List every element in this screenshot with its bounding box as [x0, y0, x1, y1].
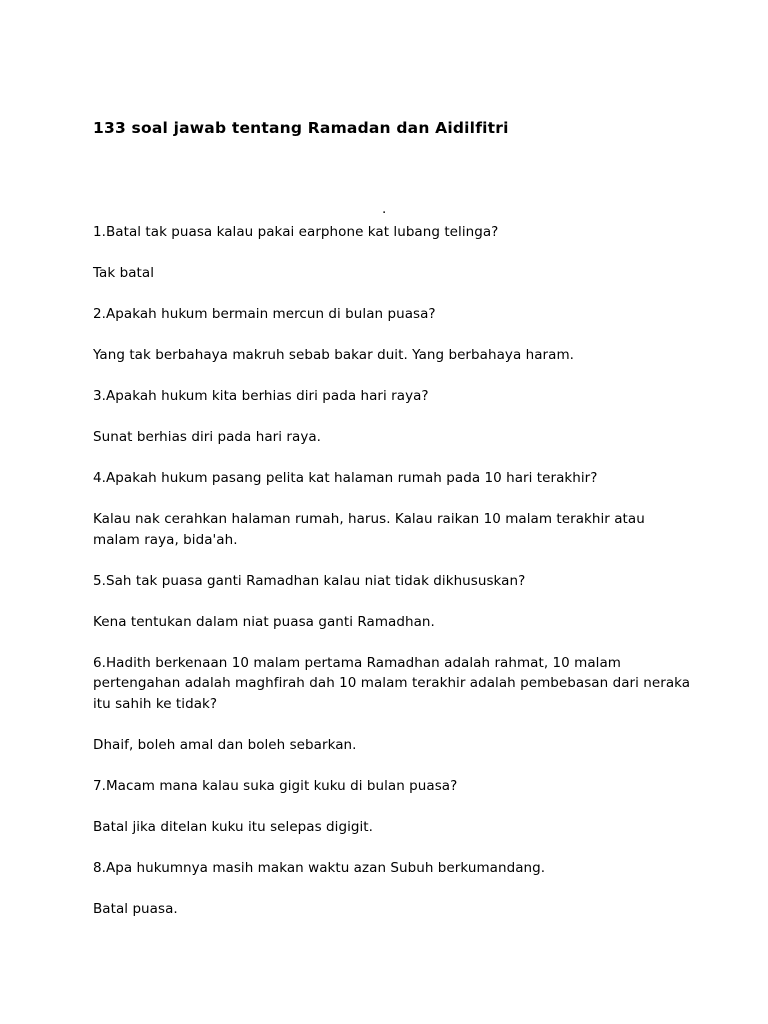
qa-item-3	[93, 386, 693, 448]
question-text: 8.Apa hukumnya masih makan waktu azan Subuh berkumandang.	[93, 859, 546, 876]
answer-text: Tak batal	[93, 265, 155, 281]
document-title: 133 soal jawab tentang Ramadan dan Aidilfitri	[93, 119, 509, 137]
answer-text: Kena tentukan dalam niat puasa ganti Ramadhan.	[93, 613, 435, 630]
separator-dot: .	[382, 201, 387, 217]
question-text: 7.Macam mana kalau suka gigit kuku di bulan puasa?	[93, 777, 458, 794]
qa-item-8	[93, 858, 693, 920]
qa-item-1	[93, 222, 693, 284]
question-text: 6.Hadith berkenaan 10 malam pertama Ramadhan adalah rahmat, 10 malam pertengahan adalah maghfirah dah 10 malam terakhir adalah pembebasan dari neraka itu sahih ke tidak?	[93, 654, 691, 712]
qa-item-4	[93, 468, 693, 550]
qa-item-2	[93, 304, 693, 366]
answer-text: Dhaif, boleh amal dan boleh sebarkan.	[93, 736, 357, 753]
answer-text: Sunat berhias diri pada hari raya.	[93, 429, 322, 445]
question-text: 5.Sah tak puasa ganti Ramadhan kalau niat tidak dikhususkan?	[93, 572, 526, 589]
question-text: 2.Apakah hukum bermain mercun di bulan puasa?	[93, 306, 436, 322]
qa-item-6	[93, 653, 693, 756]
answer-text: Batal puasa.	[93, 900, 178, 917]
qa-item-5	[93, 571, 693, 633]
qa-item-7	[93, 776, 693, 838]
qa-list	[93, 222, 693, 940]
answer-text: Yang tak berbahaya makruh sebab bakar duit. Yang berbahaya haram.	[93, 347, 574, 363]
answer-text: Batal jika ditelan kuku itu selepas digigit.	[93, 818, 373, 835]
question-text: 3.Apakah hukum kita berhias diri pada hari raya?	[93, 388, 429, 404]
answer-text: Kalau nak cerahkan halaman rumah, harus. Kalau raikan 10 malam terakhir atau malam raya, bida'ah.	[93, 511, 645, 548]
question-text: 1.Batal tak puasa kalau pakai earphone kat lubang telinga?	[93, 224, 499, 240]
question-text: 4.Apakah hukum pasang pelita kat halaman rumah pada 10 hari terakhir?	[93, 470, 598, 486]
